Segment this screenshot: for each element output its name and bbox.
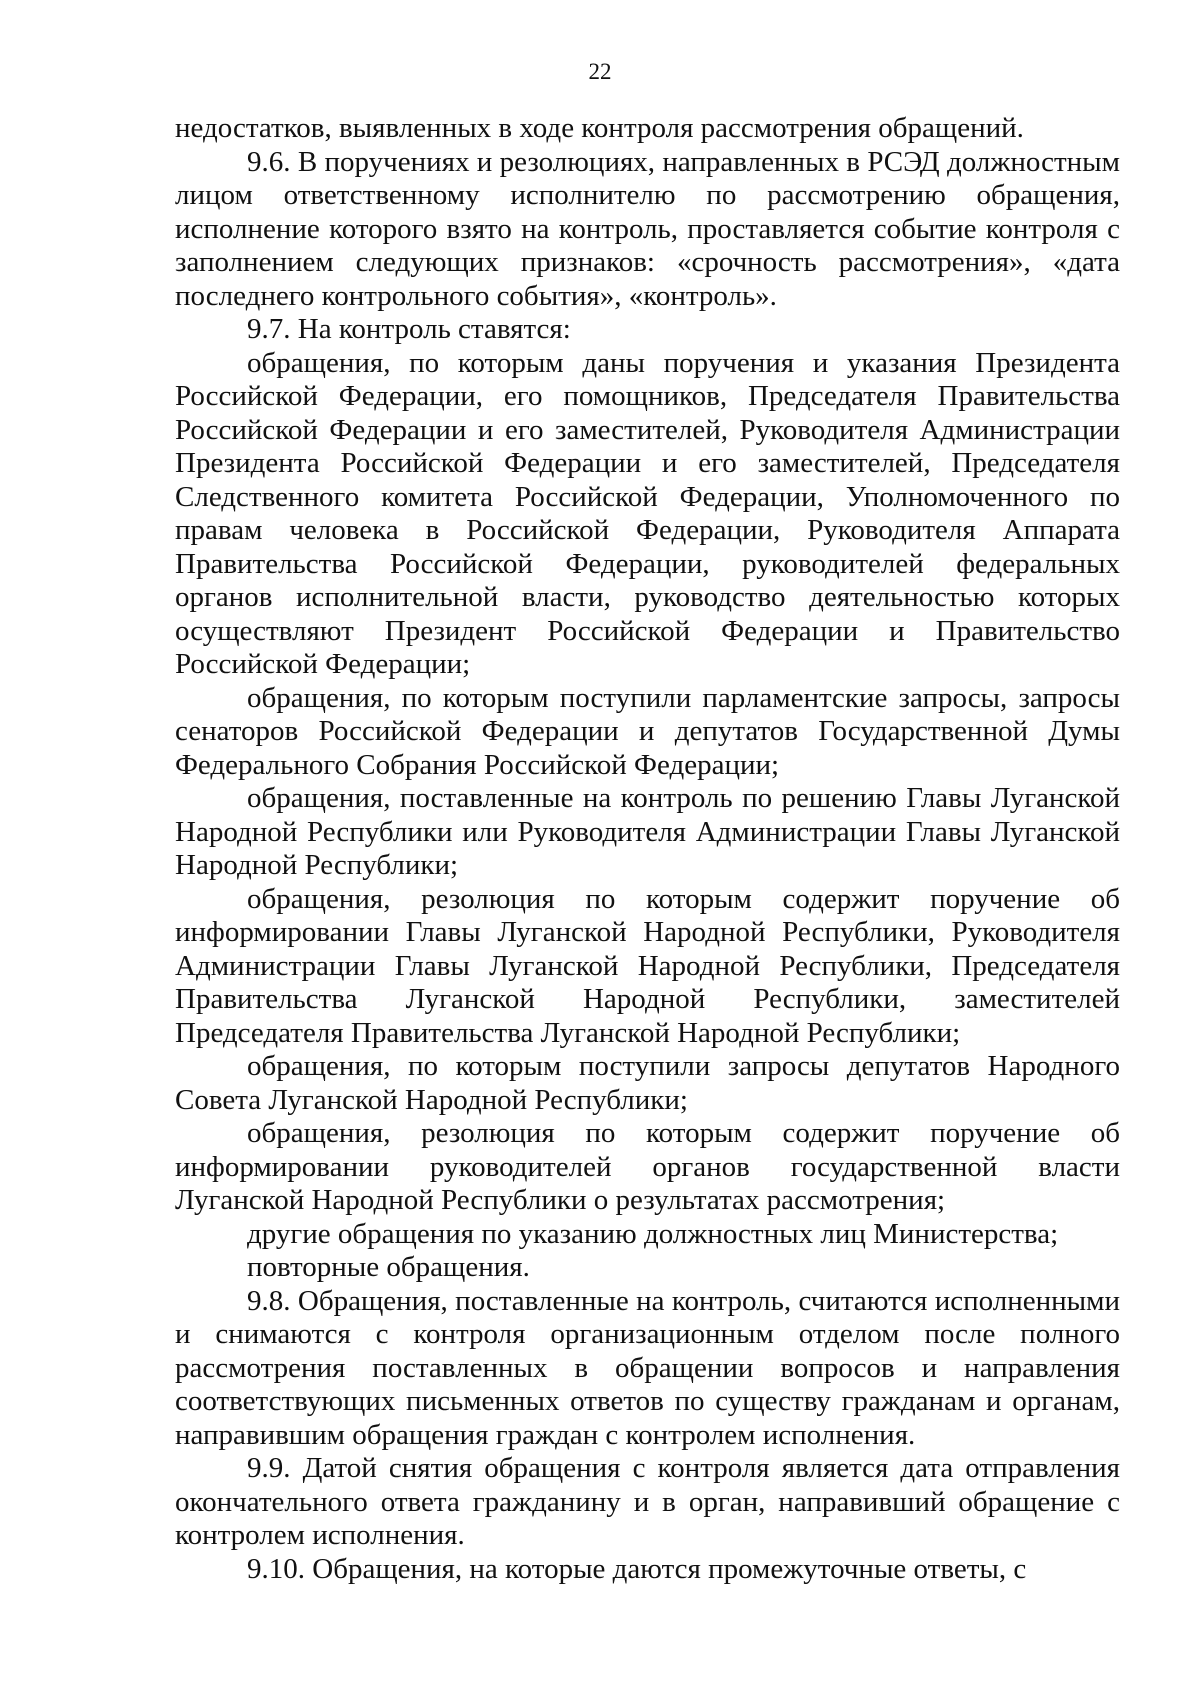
paragraph-9-7: 9.7. На контроль ставятся:: [247, 313, 571, 345]
paragraph-continuation: недостатков, выявленных в ходе контроля рассмотрения обращений.: [175, 112, 1024, 144]
list-item-parliamentary-requests: обращения, по которым поступили парламентские запросы, запросы сенаторов Российской Федерации и депутатов Государственной Думы Федерального Собрания Российской Федерации;: [175, 681, 1120, 781]
list-item-president-orders: обращения, по которым даны поручения и указания Президента Российской Федерации, его помощников, Председателя Правительства Российской Федерации и его заместителей, Руководителя Администрации Президента Российской Федерации и его заместителей, Председателя Следственного комитета Российской Федерации, Уполномоченного по правам человека в Российской Федерации, Руководителя Аппарата Правительства Российской Федерации, руководителей федеральных органов исполнительной власти, руководство деятельностью которых осуществляют Президент Российской Федерации и Правительство Российской Федерации;: [175, 346, 1120, 680]
document-body: [175, 112, 1120, 1586]
paragraph-9-10: 9.10. Обращения, на которые даются промежуточные ответы, с: [247, 1552, 1027, 1585]
paragraph-9-9: 9.9. Датой снятия обращения с контроля является дата отправления окончательного ответа гражданину и в орган, направивший обращение с контролем исполнения.: [175, 1452, 1120, 1551]
paragraph-9-6: 9.6. В поручениях и резолюциях, направленных в РСЭД должностным лицом ответственному исполнителю по рассмотрению обращения, исполнение которого взято на контроль, проставляется событие контроля с заполнением следующих признаков: «срочность рассмотрения», «дата последнего контрольного события», «контроль».: [175, 145, 1120, 312]
list-item-resolution-informing-authorities: обращения, резолюция по которым содержит поручение об информировании руководителей органов государственной власти Луганской Народной Республики о результатах рассмотрения;: [175, 1117, 1120, 1216]
paragraph-9-8: 9.8. Обращения, поставленные на контроль, считаются исполненными и снимаются с контроля организационным отделом после полного рассмотрения поставленных в обращении вопросов и направления соответствующих письменных ответов по существу гражданам и органам, направившим обращения граждан с контролем исполнения.: [175, 1284, 1120, 1451]
list-item-repeated-appeals: повторные обращения.: [247, 1251, 530, 1283]
page-number: 22: [588, 59, 612, 84]
list-item-resolution-informing-head: обращения, резолюция по которым содержит поручение об информировании Главы Луганской Народной Республики, Руководителя Администрации Главы Луганской Народной Республики, Председателя Правительства Луганской Народной Республики, заместителей Председателя Правительства Луганской Народной Республики;: [175, 882, 1120, 1049]
list-item-head-lnr-control: обращения, поставленные на контроль по решению Главы Луганской Народной Республики или Руководителя Администрации Главы Луганской Народной Республики;: [175, 782, 1120, 881]
list-item-ministry-officials: другие обращения по указанию должностных лиц Министерства;: [247, 1217, 1059, 1250]
list-item-deputies-requests: обращения, по которым поступили запросы депутатов Народного Совета Луганской Народной Республики;: [175, 1050, 1120, 1116]
